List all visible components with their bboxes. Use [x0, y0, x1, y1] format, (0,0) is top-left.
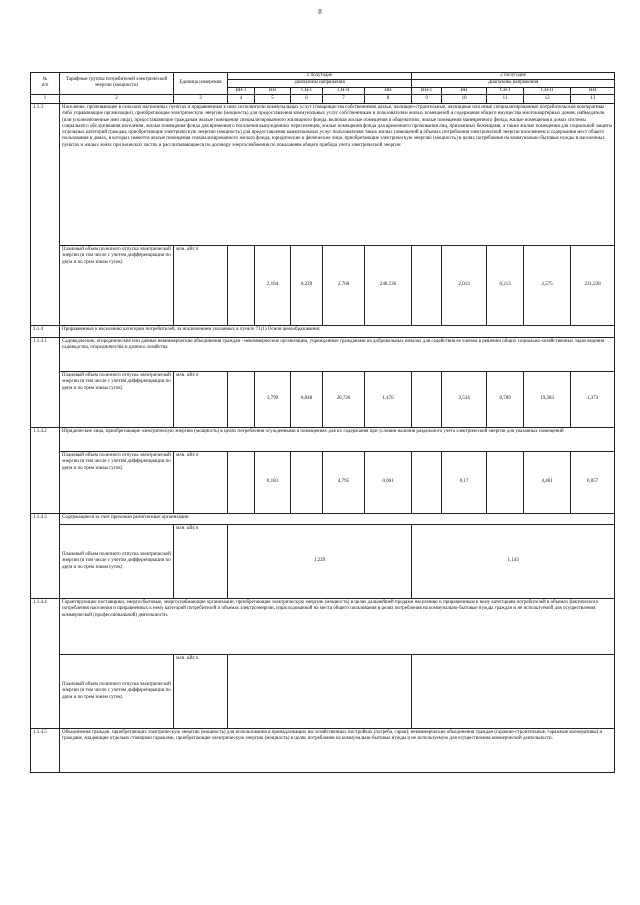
col-vn1: ВН-1 — [228, 87, 255, 94]
plan-volume-label: Плановый объем полезного отпуска электрической энергии (в том числе с учетом дифференциации по двум и по трем зонам суток) — [60, 525, 174, 599]
value-h2-vn1 — [412, 452, 442, 514]
value-h2-sn2: 19,283 — [524, 372, 571, 428]
value-h2-nn: 0,057 — [571, 452, 615, 514]
col-number: 1 — [31, 94, 60, 103]
row-description: Приравненные к населению категории потребителей, за исключением указанных в пункте 71(1) Основ ценообразования: — [60, 326, 615, 338]
row-1-1-3-values — [31, 246, 615, 326]
col-number: 3 — [174, 94, 228, 103]
col-vn: ВН — [442, 87, 487, 94]
col-number: 13 — [571, 94, 615, 103]
col-vn: ВН — [255, 87, 291, 94]
col-nn: НН — [365, 87, 412, 94]
value-h1-vn1 — [228, 452, 255, 514]
row-number: 1.1.4.4 — [31, 599, 60, 729]
unit-cell: млн. кВт.ч — [174, 452, 228, 514]
plan-volume-label: Плановый объем полезного отпуска электрической энергии (в том числе с учетом дифференциации по двум и по трем зонам суток) — [60, 452, 174, 514]
row-1-1-4-5-description — [31, 729, 615, 773]
header-row-1 — [31, 73, 615, 80]
value-h1-vn1 — [228, 372, 255, 428]
value-h1-empty — [228, 655, 412, 729]
row-number: 1.1.4.1 — [31, 338, 60, 428]
row-description: Садоводческие, огороднические или дачные некоммерческие объединения граждан - некоммерческие организации, учрежденные гражданами на добровольных началах для содействия ее членам в решении общих социально-хозяйственных задач ведения садоводства, огородничества и дачного хозяйства — [60, 338, 615, 372]
col-sn2: СН-II — [323, 87, 365, 94]
header-ranges-1: Диапазоны напряжения — [228, 80, 412, 87]
col-number: 10 — [442, 94, 487, 103]
row-description: Юридические лица, приобретающие электрическую энергию (мощность) в целях потребления осужденными в помещениях для их содержания при условии наличия раздельного учета электрической энергии для указанных помещений — [60, 428, 615, 452]
value-h1-sn1: 0,229 — [291, 246, 323, 326]
value-h1-vn: 3,799 — [255, 372, 291, 428]
row-1-1-4-3-values — [31, 525, 615, 599]
row-number: 1.1.3 — [31, 104, 60, 326]
unit-cell: млн. кВт.ч — [174, 525, 228, 599]
row-1-1-4-3-description — [31, 514, 615, 525]
value-h2-empty — [412, 655, 615, 729]
header-half-1: 1 полугодие — [228, 73, 412, 80]
row-number: 1.1.4.3 — [31, 514, 60, 599]
value-h2-vn: 3,534 — [442, 372, 487, 428]
value-h2-sn2: 4,461 — [524, 452, 571, 514]
value-h2-sn1: 0,213 — [487, 246, 524, 326]
value-h1-sn2: 2,768 — [323, 246, 365, 326]
value-h1-sn2: 20,726 — [323, 372, 365, 428]
value-h2-sn2: 2,575 — [524, 246, 571, 326]
value-h1-vn1 — [228, 246, 255, 326]
row-1-1-4-1-values — [31, 372, 615, 428]
row-number: 1.1.4 — [31, 326, 60, 338]
row-description: Население, проживающее в сельских населенных пунктах и приравненные к ним: исполнители коммунальных услуг (товарищества собственников жилья, жилищно-строительные, жилищные или иные специализированные потребительские кооперативы либо управляющие организации), приобретающие электрическую энергию (мощность) для предоставления коммунальных услуг собственникам и пользователям жилых помещений и содержания общего имущества многоквартирных домов; наймодатели (или уполномоченные ими лица), предоставляющие гражданам жилые помещения специализированного жилищного фонда, включая жилые помещения в общежитиях, жилые помещения маневренного фонда, жилые помещения в домах системы социального обслуживания населения, жилые помещения фонда для временного поселения вынужденных переселенцев, жилые помещения фонда для временного проживания лиц, признанных беженцами, а также жилые помещения для социальной защиты отдельных категорий граждан, приобретающие электрическую энергию (мощность) для предоставления коммунальных услуг пользователям таких жилых помещений в объемах потребления электрической энергии населением и содержания мест общего пользования в домах, в которых имеются жилые помещения специализированного жилого фонда; юридические и физические лица, приобретающие электрическую энергию (мощность) в целях потребления на коммунально-бытовые нужды в населенных пунктах и жилых зонах при воинских частях и рассчитывающиеся по договору энергоснабжения по показаниям общего прибора учета электрической энергии — [60, 104, 615, 246]
row-number: 1.1.4.5 — [31, 729, 60, 773]
col-sn1: СН-I — [291, 87, 323, 94]
value-h1-sn2: 4,795 — [323, 452, 365, 514]
value-h1-nn: 248,536 — [365, 246, 412, 326]
row-1-1-3-description — [31, 104, 615, 246]
value-h1-sn1 — [291, 452, 323, 514]
row-1-1-4-4-values — [31, 655, 615, 729]
value-h1-nn: 0,061 — [365, 452, 412, 514]
value-h1-total: 1,229 — [228, 525, 412, 599]
row-1-1-4-2-values — [31, 452, 615, 514]
value-h1-sn1: 0,848 — [291, 372, 323, 428]
unit-cell: млн. кВт.ч — [174, 246, 228, 326]
header-unit: Единица измерения — [174, 73, 228, 95]
value-h2-vn: 0,17 — [442, 452, 487, 514]
value-h2-total: 1,143 — [412, 525, 615, 599]
row-1-1-4-1-description — [31, 338, 615, 372]
header-half-2: 2 полугодие — [412, 73, 615, 80]
plan-volume-label: Плановый объем полезного отпуска электрической энергии (в том числе с учетом дифференциации по двум и по трем зонам суток) — [60, 655, 174, 729]
unit-cell: млн. кВт.ч — [174, 372, 228, 428]
col-number: 7 — [323, 94, 365, 103]
col-number: 12 — [524, 94, 571, 103]
row-1-1-4-4-description — [31, 599, 615, 655]
header-ranges-2: Диапазоны напряжения — [412, 80, 615, 87]
row-description: Содержащиеся за счет прихожан религиозные организации — [60, 514, 615, 525]
header-group: Тарифные группы потребителей электрической энергии (мощности) — [60, 73, 174, 95]
value-h2-vn1 — [412, 246, 442, 326]
page-number: 8 — [318, 8, 322, 16]
value-h2-sn1: 0,789 — [487, 372, 524, 428]
col-number: 2 — [60, 94, 174, 103]
row-description: Гарантирующие поставщики, энергосбытовые, энергоснабжающие организации, приобретающие электрическую энергию (мощность) в целях дальнейшей продажи населению и приравненным к нему категориям потребителей в объемах фактического потребления населения и приравненных к нему категорий потребителей и объемах электроэнергии, израсходованной на места общего пользования в целях потребления на коммунально-бытовые нужды граждан и не используемой для осуществления коммерческой (профессиональной) деятельности. — [60, 599, 615, 655]
value-h2-nn: 1,373 — [571, 372, 615, 428]
row-1-1-4 — [31, 326, 615, 338]
col-nn: НН — [571, 87, 615, 94]
value-h2-nn: 231,228 — [571, 246, 615, 326]
col-sn2: СН-II — [524, 87, 571, 94]
col-vn1: ВН-1 — [412, 87, 442, 94]
col-number: 11 — [487, 94, 524, 103]
value-h1-vn: 2,164 — [255, 246, 291, 326]
header-num: № п/п — [31, 73, 60, 95]
col-number: 5 — [255, 94, 291, 103]
col-number: 4 — [228, 94, 255, 103]
value-h1-vn: 0,183 — [255, 452, 291, 514]
col-number: 9 — [412, 94, 442, 103]
row-description: Объединения граждан, приобретающих электрическую энергию (мощность) для использования в принадлежащих им хозяйственных постройках (погреба, сараи); некоммерческие объединения граждан (гаражно-строительные, гаражные кооперативы) и граждане, владеющие отдельно стоящими гаражами, приобретающие электрическую энергию (мощность) в целях потребления на коммунально-бытовые нужды и не используемую для осуществления коммерческой деятельности. — [60, 729, 615, 773]
plan-volume-label: Плановый объем полезного отпуска электрической энергии (в том числе с учетом дифференциации по двум и по трем зонам суток) — [60, 246, 174, 326]
row-number: 1.1.4.2 — [31, 428, 60, 514]
value-h2-sn1 — [487, 452, 524, 514]
column-numbers-row — [31, 94, 615, 103]
unit-cell: млн. кВт.ч — [174, 655, 228, 729]
row-1-1-4-2-description — [31, 428, 615, 452]
tariff-table — [30, 72, 615, 773]
col-number: 6 — [291, 94, 323, 103]
col-number: 8 — [365, 94, 412, 103]
value-h2-vn: 2,013 — [442, 246, 487, 326]
value-h2-vn1 — [412, 372, 442, 428]
plan-volume-label: Плановый объем полезного отпуска электрической энергии (в том числе с учетом дифференциации по двум и по трем зонам суток) — [60, 372, 174, 428]
col-sn1: СН-I — [487, 87, 524, 94]
value-h1-nn: 1,476 — [365, 372, 412, 428]
